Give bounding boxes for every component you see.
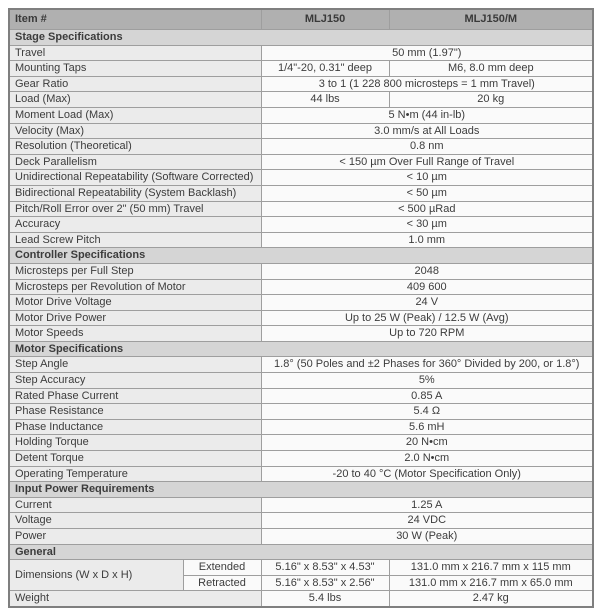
table-row — [9, 295, 593, 311]
row-value: 5% — [261, 373, 593, 389]
row-label: Pitch/Roll Error over 2" (50 mm) Travel — [9, 201, 261, 217]
table-row — [9, 61, 593, 77]
row-value: < 10 µm — [261, 170, 593, 186]
row-value: 5 N•m (44 in-lb) — [261, 107, 593, 123]
row-value: < 30 µm — [261, 217, 593, 233]
section-row-stage — [9, 30, 593, 46]
table-row — [9, 217, 593, 233]
row-label: Dimensions (W x D x H) — [9, 560, 183, 591]
column-header-item: Item # — [9, 9, 261, 30]
row-label: Deck Parallelism — [9, 154, 261, 170]
row-value-metric: 20 kg — [389, 92, 593, 108]
row-label: Mounting Taps — [9, 61, 261, 77]
row-label: Gear Ratio — [9, 76, 261, 92]
row-value: 0.85 A — [261, 388, 593, 404]
table-row — [9, 45, 593, 61]
table-row — [9, 154, 593, 170]
table-row — [9, 326, 593, 342]
table-row — [9, 310, 593, 326]
row-value: < 150 µm Over Full Range of Travel — [261, 154, 593, 170]
table-row — [9, 76, 593, 92]
row-value: Up to 720 RPM — [261, 326, 593, 342]
row-value: < 500 µRad — [261, 201, 593, 217]
row-label: Microsteps per Full Step — [9, 263, 261, 279]
row-label: Power — [9, 529, 261, 545]
row-label: Current — [9, 497, 261, 513]
row-value-imperial: 1/4"-20, 0.31" deep — [261, 61, 389, 77]
row-value-metric: 131.0 mm x 216.7 mm x 65.0 mm — [389, 575, 593, 591]
table-row — [9, 123, 593, 139]
header-row — [9, 9, 593, 30]
table-row — [9, 139, 593, 155]
table-row — [9, 591, 593, 607]
table-row — [9, 232, 593, 248]
row-label: Motor Drive Voltage — [9, 295, 261, 311]
section-title: Input Power Requirements — [9, 482, 593, 498]
section-title: General — [9, 544, 593, 560]
table-row — [9, 404, 593, 420]
row-label: Motor Drive Power — [9, 310, 261, 326]
row-label: Velocity (Max) — [9, 123, 261, 139]
table-row — [9, 466, 593, 482]
row-label: Load (Max) — [9, 92, 261, 108]
row-value: 0.8 nm — [261, 139, 593, 155]
row-label: Resolution (Theoretical) — [9, 139, 261, 155]
table-row — [9, 201, 593, 217]
row-label: Bidirectional Repeatability (System Backlash) — [9, 185, 261, 201]
table-row — [9, 263, 593, 279]
section-row-controller — [9, 248, 593, 264]
table-row — [9, 513, 593, 529]
section-title: Stage Specifications — [9, 30, 593, 46]
table-row — [9, 388, 593, 404]
row-value: 24 VDC — [261, 513, 593, 529]
table-row — [9, 185, 593, 201]
row-value: 5.6 mH — [261, 419, 593, 435]
row-value: 1.25 A — [261, 497, 593, 513]
row-label: Unidirectional Repeatability (Software Corrected) — [9, 170, 261, 186]
row-label: Travel — [9, 45, 261, 61]
spec-table — [8, 8, 594, 608]
row-value: 409 600 — [261, 279, 593, 295]
row-value: 1.0 mm — [261, 232, 593, 248]
table-row — [9, 529, 593, 545]
row-label: Microsteps per Revolution of Motor — [9, 279, 261, 295]
section-row-general — [9, 544, 593, 560]
table-row — [9, 279, 593, 295]
row-label: Step Accuracy — [9, 373, 261, 389]
row-label: Voltage — [9, 513, 261, 529]
section-title: Controller Specifications — [9, 248, 593, 264]
row-sublabel-extended: Extended — [183, 560, 261, 576]
table-row — [9, 451, 593, 467]
row-label: Rated Phase Current — [9, 388, 261, 404]
table-row — [9, 419, 593, 435]
table-row — [9, 357, 593, 373]
row-label: Phase Resistance — [9, 404, 261, 420]
row-value: Up to 25 W (Peak) / 12.5 W (Avg) — [261, 310, 593, 326]
section-row-input-power — [9, 482, 593, 498]
row-label: Moment Load (Max) — [9, 107, 261, 123]
section-row-motor — [9, 341, 593, 357]
row-label: Accuracy — [9, 217, 261, 233]
row-value-imperial: 44 lbs — [261, 92, 389, 108]
table-row — [9, 435, 593, 451]
row-value-imperial: 5.16" x 8.53" x 4.53" — [261, 560, 389, 576]
row-label: Weight — [9, 591, 261, 607]
row-value: 30 W (Peak) — [261, 529, 593, 545]
row-value-imperial: 5.16" x 8.53" x 2.56" — [261, 575, 389, 591]
row-value-metric: 2.47 kg — [389, 591, 593, 607]
row-label: Motor Speeds — [9, 326, 261, 342]
row-label: Step Angle — [9, 357, 261, 373]
row-value: 3 to 1 (1 228 800 microsteps = 1 mm Travel) — [261, 76, 593, 92]
table-row — [9, 497, 593, 513]
row-value: 20 N•cm — [261, 435, 593, 451]
column-header-model2: MLJ150/M — [389, 9, 593, 30]
column-header-model1: MLJ150 — [261, 9, 389, 30]
row-label: Holding Torque — [9, 435, 261, 451]
row-value: 2048 — [261, 263, 593, 279]
row-label: Operating Temperature — [9, 466, 261, 482]
row-value: 3.0 mm/s at All Loads — [261, 123, 593, 139]
row-value-metric: M6, 8.0 mm deep — [389, 61, 593, 77]
row-value: 2.0 N•cm — [261, 451, 593, 467]
table-row — [9, 373, 593, 389]
table-row — [9, 170, 593, 186]
row-value: < 50 µm — [261, 185, 593, 201]
row-value: 50 mm (1.97") — [261, 45, 593, 61]
row-sublabel-retracted: Retracted — [183, 575, 261, 591]
row-value: 5.4 Ω — [261, 404, 593, 420]
row-label: Phase Inductance — [9, 419, 261, 435]
table-row — [9, 107, 593, 123]
section-title: Motor Specifications — [9, 341, 593, 357]
row-value-metric: 131.0 mm x 216.7 mm x 115 mm — [389, 560, 593, 576]
table-row-dimensions-extended — [9, 560, 593, 576]
table-row — [9, 92, 593, 108]
row-label: Lead Screw Pitch — [9, 232, 261, 248]
row-value: -20 to 40 °C (Motor Specification Only) — [261, 466, 593, 482]
row-value-imperial: 5.4 lbs — [261, 591, 389, 607]
row-value: 1.8° (50 Poles and ±2 Phases for 360° Divided by 200, or 1.8°) — [261, 357, 593, 373]
row-value: 24 V — [261, 295, 593, 311]
row-label: Detent Torque — [9, 451, 261, 467]
